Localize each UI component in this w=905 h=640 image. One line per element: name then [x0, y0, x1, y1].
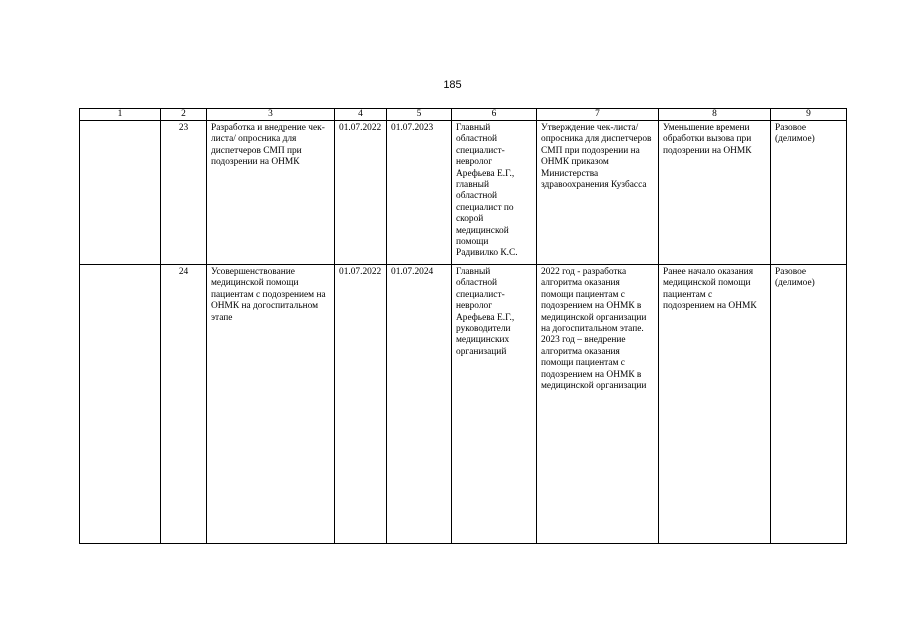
event-cell: Разработка и внедрение чек-листа/ опросника для диспетчеров СМП при подозрении на ОНМК: [207, 121, 335, 265]
header-cell: 6: [452, 109, 537, 121]
row-number: 23: [161, 121, 207, 265]
result-cell: 2022 год - разработка алгоритма оказания помощи пациентам с подозрением на ОНМК в медицинской организации на догоспитальном этапе. 2023 год – внедрение алгоритма оказания помощи пациентам с подозрением на ОНМК в медицинской организации: [537, 265, 659, 544]
result-cell: Утверждение чек-листа/ опросника для диспетчеров СМП при подозрении на ОНМК приказом Министерства здравоохранения Кузбасса: [537, 121, 659, 265]
header-cell: 8: [659, 109, 771, 121]
responsible-cell: Главный областной специалист-невролог Арефьева Е.Г., главный областной специалист по скорой медицинской помощи Радивилко К.С.: [452, 121, 537, 265]
header-cell: 7: [537, 109, 659, 121]
row-number: 24: [161, 265, 207, 544]
header-cell: 9: [771, 109, 847, 121]
header-cell: 1: [80, 109, 161, 121]
end-date-cell: 01.07.2024: [387, 265, 452, 544]
header-cell: 3: [207, 109, 335, 121]
empty-cell: [80, 265, 161, 544]
event-cell: Усовершенствование медицинской помощи пациентам с подозрением на ОНМК на догоспитальном этапе: [207, 265, 335, 544]
indicator-cell: Ранее начало оказания медицинской помощи пациентам с подозрением на ОНМК: [659, 265, 771, 544]
type-cell: Разовое (делимое): [771, 265, 847, 544]
empty-cell: [80, 121, 161, 265]
header-cell: 5: [387, 109, 452, 121]
indicator-cell: Уменьшение времени обработки вызова при подозрении на ОНМК: [659, 121, 771, 265]
type-cell: Разовое (делимое): [771, 121, 847, 265]
table-row: [80, 265, 847, 544]
header-cell: 2: [161, 109, 207, 121]
responsible-cell: Главный областной специалист-невролог Арефьева Е.Г., руководители медицинских организаций: [452, 265, 537, 544]
table-row: [80, 121, 847, 265]
end-date-cell: 01.07.2023: [387, 121, 452, 265]
start-date-cell: 01.07.2022: [335, 121, 387, 265]
plan-table: [79, 108, 847, 544]
start-date-cell: 01.07.2022: [335, 265, 387, 544]
header-cell: 4: [335, 109, 387, 121]
page-number: 185: [443, 79, 462, 91]
table-header-row: [80, 109, 847, 121]
